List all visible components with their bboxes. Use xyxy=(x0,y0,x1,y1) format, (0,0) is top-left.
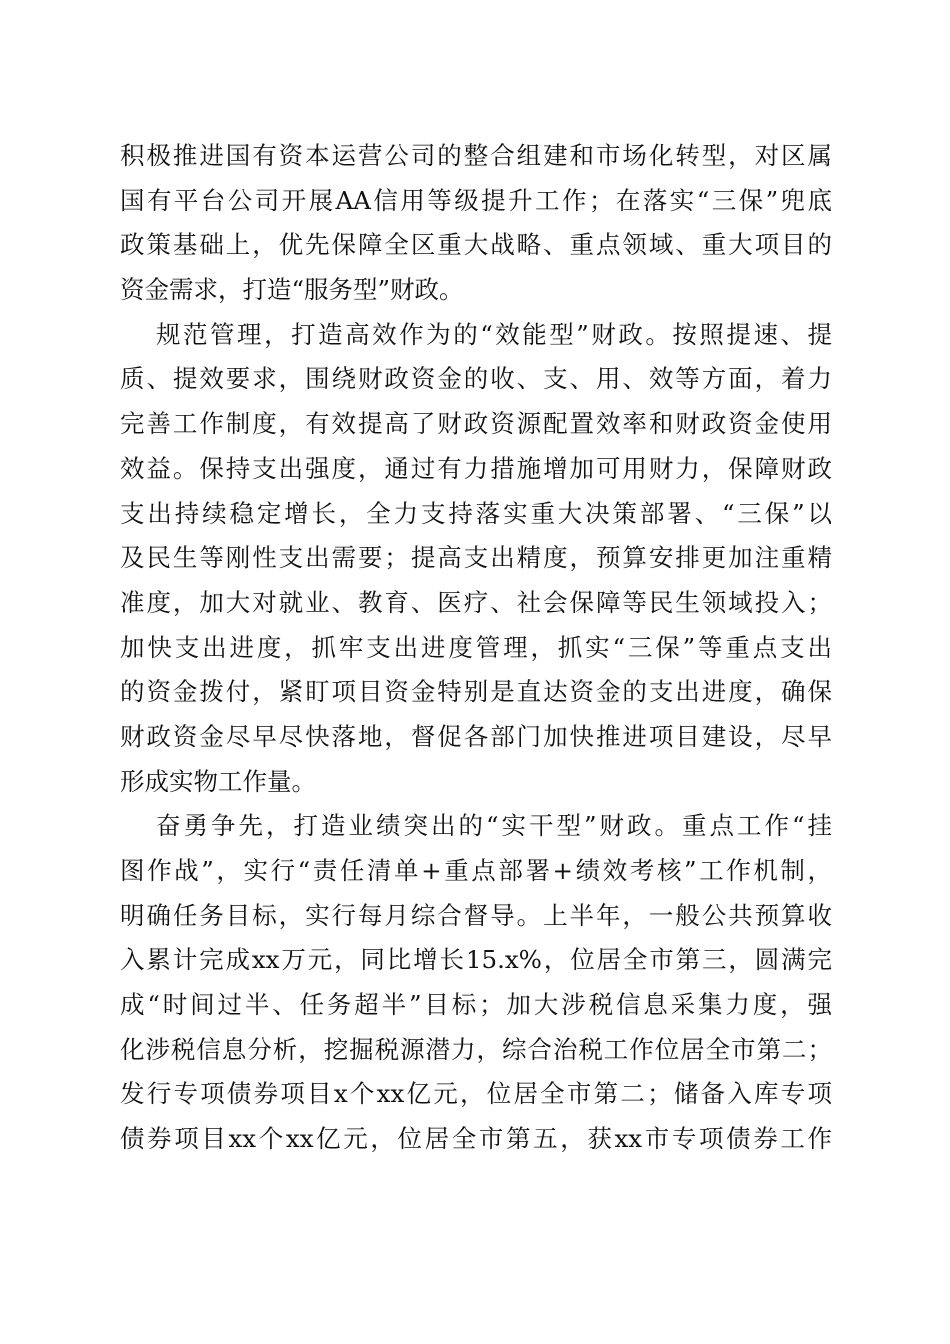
text-line: 明确任务目标，实行每月综合督导。上半年，一般公共预算收 xyxy=(120,900,832,930)
text-line: 资金需求，打造“服务型”财政。 xyxy=(120,275,464,305)
text-line: 的资金拨付，紧盯项目资金特别是直达资金的支出进度，确保 xyxy=(120,677,832,707)
text-line: 入累计完成xx万元，同比增长15.x%，位居全市第三，圆满完 xyxy=(120,945,832,975)
text-line: 完善工作制度，有效提高了财政资源配置效率和财政资金使用 xyxy=(120,409,832,439)
text-line: 质、提效要求，围绕财政资金的收、支、用、效等方面，着力 xyxy=(120,364,832,394)
text-line: 及民生等刚性支出需要；提高支出精度，预算安排更加注重精 xyxy=(120,543,832,573)
text-line: 政策基础上，优先保障全区重大战略、重点领域、重大项目的 xyxy=(120,230,832,260)
text-line: 加快支出进度，抓牢支出进度管理，抓实“三保”等重点支出 xyxy=(120,632,832,662)
text-line: 奋勇争先，打造业绩突出的“实干型”财政。重点工作“挂 xyxy=(156,811,832,841)
text-line: 债券项目xx个xx亿元，位居全市第五，获xx市专项债券工作 xyxy=(120,1124,832,1154)
body-text xyxy=(120,134,832,1162)
text-line: 发行专项债券项目x个xx亿元，位居全市第二；储备入库专项 xyxy=(120,1079,832,1109)
text-line: 效益。保持支出强度，通过有力措施增加可用财力，保障财政 xyxy=(120,453,832,483)
text-line: 财政资金尽早尽快落地，督促各部门加快推进项目建设，尽早 xyxy=(120,721,832,751)
text-line: 成“时间过半、任务超半”目标；加大涉税信息采集力度，强 xyxy=(120,990,832,1020)
text-line: 支出持续稳定增长，全力支持落实重大决策部署、“三保”以 xyxy=(120,498,832,528)
text-line: 准度，加大对就业、教育、医疗、社会保障等民生领域投入； xyxy=(120,587,832,617)
text-line: 规范管理，打造高效作为的“效能型”财政。按照提速、提 xyxy=(156,319,832,349)
text-line: 形成实物工作量。 xyxy=(120,766,316,796)
text-line: 化涉税信息分析，挖掘税源潜力，综合治税工作位居全市第二； xyxy=(120,1034,832,1064)
text-line: 图作战”，实行“责任清单+重点部署+绩效考核”工作机制， xyxy=(120,856,832,885)
text-line: 国有平台公司开展AA信用等级提升工作；在落实“三保”兜底 xyxy=(120,185,832,215)
text-line: 积极推进国有资本运营公司的整合组建和市场化转型，对区属 xyxy=(120,141,832,170)
